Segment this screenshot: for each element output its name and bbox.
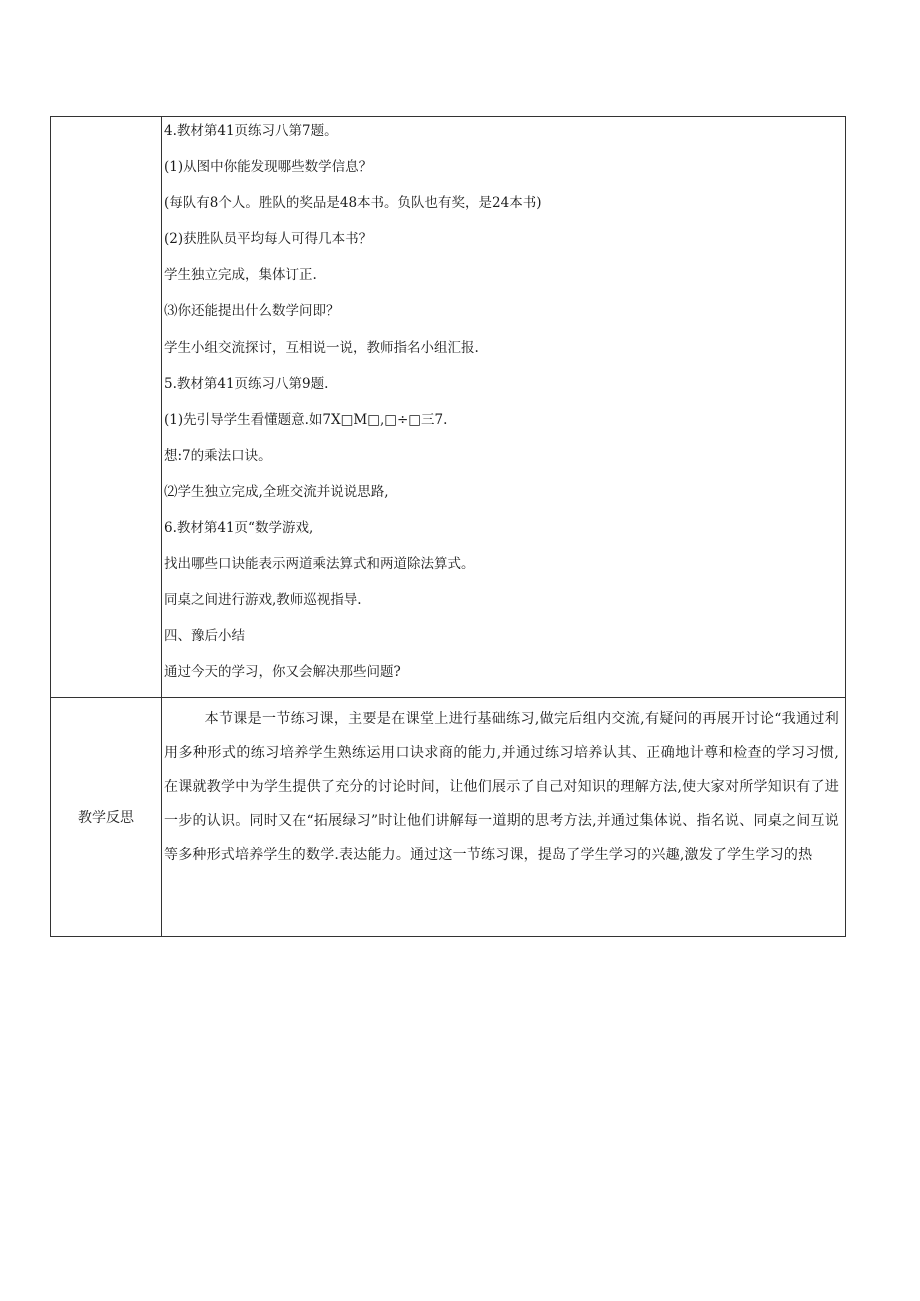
process-line: 想:7的乘法口诀。: [164, 447, 272, 464]
reflection-text: 本节课是一节练习课，主要是在课堂上进行基础练习,做完后组内交流,有疑问的再展开讨论“我通过利用多种形式的练习培养学生熟练运用口诀求商的能力,并通过练习培养认其、正确地计尊和检查的学习习惯,在课就教学中为学生提供了充分的讨论时间，让他们展示了自己对知识的理解方法,使大家对所学知识有了进一步的认识。同时又在“拓展绿习”时让他们讲解每一道期的思考方法,并通过集体说、指名说、同桌之间互说等多种形式培养学生的数学.表达能力。通过这一节练习课，提岛了学生学习的兴趣,激发了学生学习的热: [164, 710, 839, 864]
process-line: 学生小组交流探讨，互相说一说，教师指名小组汇报.: [164, 339, 479, 356]
process-line: 找出哪些口诀能表示两道乘法算式和两道除法算式。: [164, 556, 475, 573]
process-line: ⑵学生独立完成,全班交流并说说思路,: [164, 483, 389, 500]
process-line: 4.教材第41页练习八第7题。: [164, 123, 338, 139]
process-line: 四、豫后小结: [164, 628, 245, 645]
reflection-row: [51, 697, 846, 936]
reflection-label: 教学反思: [51, 697, 162, 936]
process-line: (每队有8个人。胜队的奖品是48本书。负队也有奖，是24本书): [164, 195, 542, 212]
process-content-cell: [162, 117, 846, 698]
process-line: 通过今天的学习，你又会解决那些问题?: [164, 664, 401, 681]
process-line: (2)获胜队员平均每人可得几本书？: [164, 231, 373, 248]
process-label-cell: [51, 117, 162, 698]
lesson-table: [50, 116, 846, 937]
process-line: 同桌之间进行游戏,教师巡视指导.: [164, 592, 362, 609]
process-line: (1)从图中你能发现哪些数学信息？: [164, 159, 373, 176]
process-line: 6.教材第41页“数学游戏,: [164, 520, 314, 537]
process-row: [51, 117, 846, 698]
reflection-content-cell: [162, 697, 846, 936]
process-line: ⑶你还能提出什么数学问即？: [164, 303, 340, 320]
process-line: (1)先引导学生看懂题意.如7X□M□,□÷□三7.: [164, 411, 448, 428]
process-lines: [162, 117, 845, 697]
process-line: 5.教材第41页练习八第9题.: [164, 375, 329, 392]
process-line: 学生独立完成，集体订正.: [164, 267, 317, 284]
